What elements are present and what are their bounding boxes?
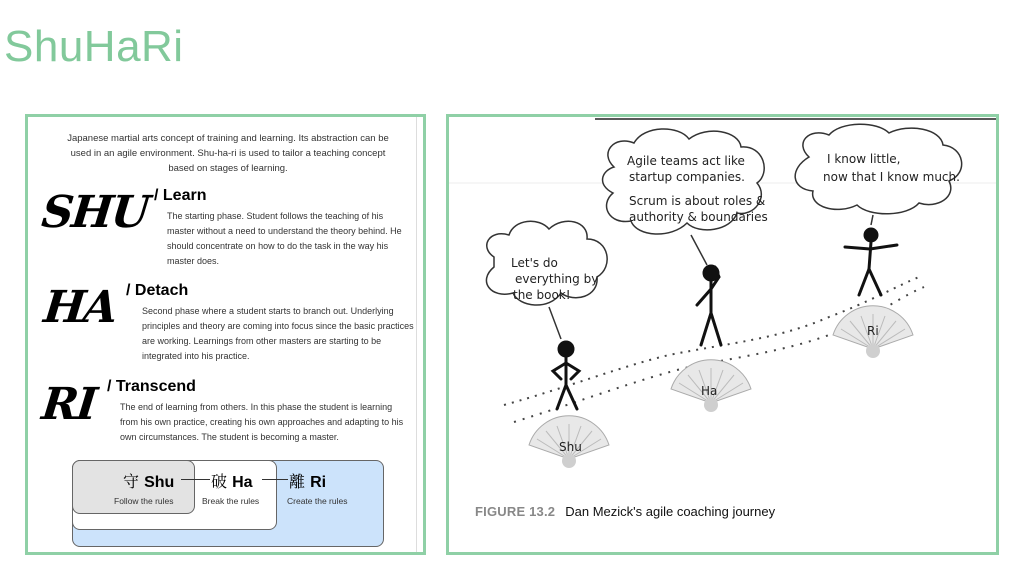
figure-number: FIGURE 13.2 [475, 504, 556, 519]
ri-description: The end of learning from others. In this phase the student is learning from his own practice, creating his own approaches and adapting to his own circumstances. The student is becoming a master. [120, 402, 404, 442]
shu-description: The starting phase. Student follows the teaching of his master without a need to understand the theory behind. He should concentrate on how to do the task in the way his master does. [167, 211, 402, 266]
ha-ri-connector [262, 479, 288, 480]
ri-kanji: 離 [289, 472, 306, 491]
shu-sub-label: Follow the rules [114, 496, 174, 506]
ha-sub-label: Break the rules [202, 496, 260, 506]
ri-name: Ri [310, 474, 327, 491]
ri-fan-label: Ri [867, 324, 879, 338]
ri-brush-text: RI [39, 379, 98, 430]
slide-title: ShuHaRi [4, 22, 184, 71]
ri-sub-label: Create the rules [287, 496, 348, 506]
ri-stick-figure [845, 229, 897, 295]
shu-bubble-text: Let's do everything by the book! [511, 256, 599, 302]
shu-kanji: 守 [123, 472, 140, 491]
ha-brush-text: HA [41, 282, 119, 333]
shu-fan-label: Shu [559, 440, 582, 454]
ha-heading: / Detach [126, 282, 189, 299]
ri-bubble-text: I know little, now that I know much. [823, 152, 960, 184]
figure-caption [475, 504, 775, 519]
intro-text: Japanese martial arts concept of training and learning. Its abstraction can be used in an agile environment. Shu-ha-ri is used to tailor a teaching concept based on stages of learning. [67, 133, 389, 174]
shu-ha-connector [181, 479, 210, 480]
ha-description: Second phase where a student starts to branch out. Underlying principles and theory are coming into focus since the basic practices are working. Learnings from other masters are starting to be integrated into his practice. [142, 306, 414, 361]
shu-name: Shu [144, 474, 175, 491]
ha-bubble-text: Agile teams act like startup companies. Scrum is about roles & authority & boundaries [627, 154, 768, 224]
document-edge [416, 117, 417, 552]
ha-kanji: 破 [211, 472, 228, 491]
ha-name: Ha [232, 474, 253, 491]
ha-label [211, 469, 253, 492]
shuhari-description-panel [25, 114, 426, 555]
ha-stick-figure [697, 266, 721, 345]
coaching-journey-panel [446, 114, 999, 555]
shu-stick-figure [553, 342, 579, 409]
ri-label [289, 469, 326, 492]
figure-caption-text: Dan Mezick's agile coaching journey [565, 504, 776, 519]
coaching-journey-illustration [449, 117, 996, 497]
shu-brush-text: SHU [39, 187, 151, 238]
ha-fan-label: Ha [701, 384, 718, 398]
ri-heading: / Transcend [107, 378, 196, 395]
shu-label [123, 469, 174, 492]
shu-heading: / Learn [154, 187, 207, 204]
